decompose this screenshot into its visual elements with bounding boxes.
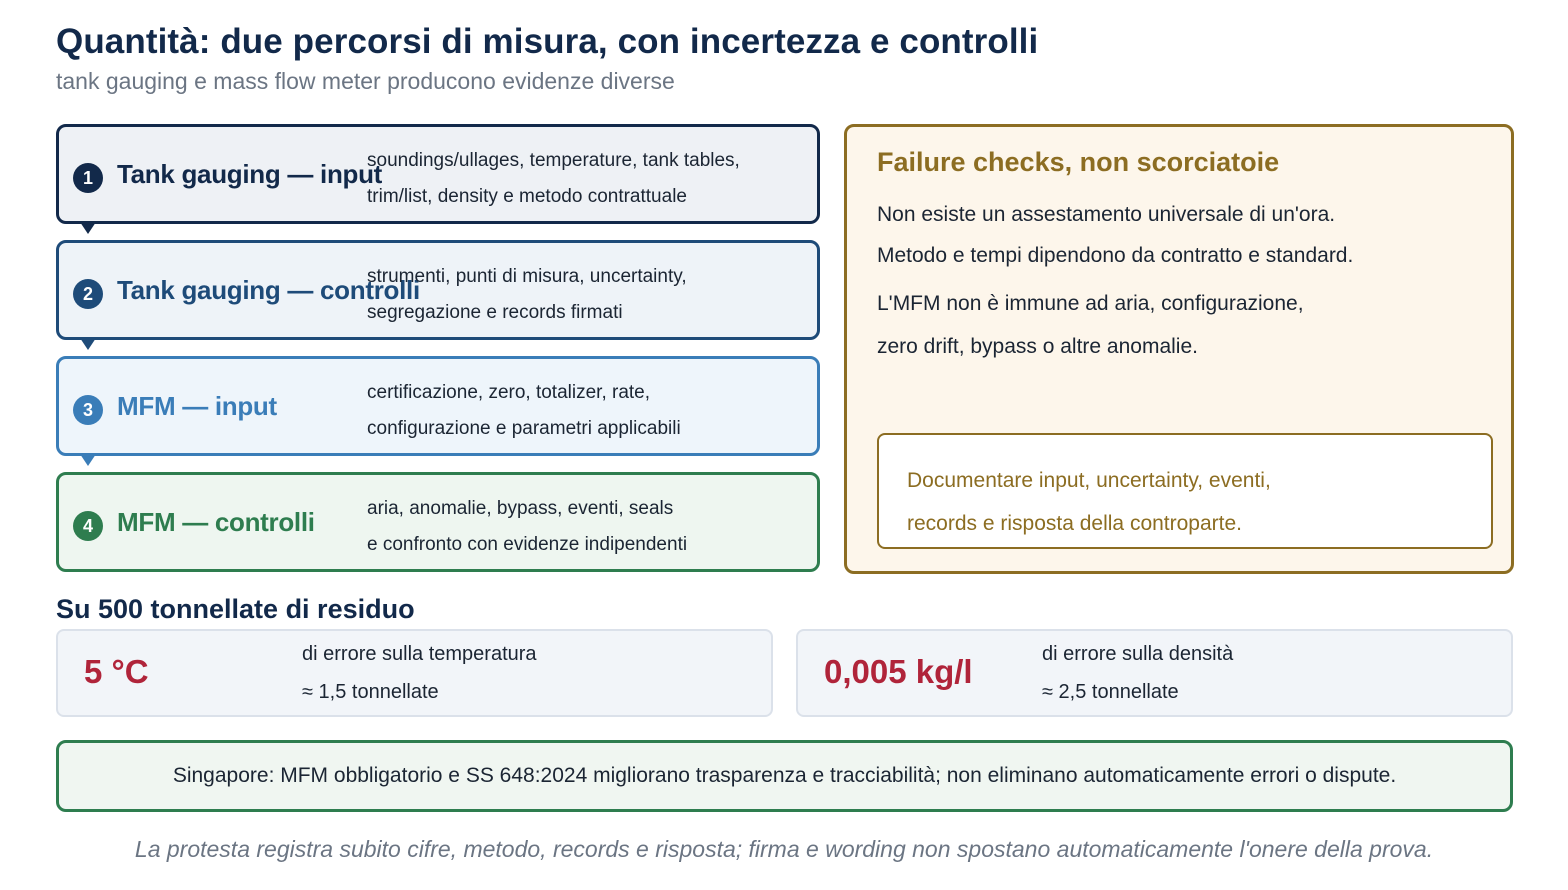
documentation-note-line: records e risposta della controparte. [907, 512, 1243, 535]
step-label: Tank gauging — input [117, 159, 383, 189]
step-description-line: aria, anomalie, bypass, eventi, seals [367, 498, 674, 519]
step-description-line: strumenti, punti di misura, uncertainty, [367, 266, 687, 287]
step-number-badge: 2 [73, 279, 103, 309]
metric-impact: ≈ 1,5 tonnellate [302, 681, 439, 703]
footer-note: La protesta registra subito cifre, metodo, records e risposta; firma e wording non spostano automaticamente l'onere della prova. [134, 836, 1434, 862]
step-mfm-input [56, 356, 820, 456]
step-label: MFM — input [117, 391, 277, 421]
metric-value: 5 °C [84, 653, 149, 690]
step-mfm-controlli [56, 472, 820, 572]
step-description-line: e confronto con evidenze indipendenti [367, 534, 688, 555]
down-arrow-icon [80, 222, 96, 234]
failure-checks-line: zero drift, bypass o altre anomalie. [877, 335, 1198, 358]
failure-checks-line: Non esiste un assestamento universale di un'ora. [877, 203, 1336, 226]
residue-section-title: Su 500 tonnellate di residuo [56, 594, 415, 624]
step-description [367, 491, 687, 563]
metric-description: di errore sulla densità [1042, 643, 1234, 665]
metric-description: di errore sulla temperatura [302, 643, 537, 665]
page-title: Quantità: due percorsi di misura, con incertezza e controlli [56, 22, 1039, 61]
failure-checks-title: Failure checks, non scorciatoie [877, 147, 1280, 177]
metric-value: 0,005 kg/l [824, 653, 973, 690]
down-arrow-icon [80, 338, 96, 350]
step-number-badge: 1 [73, 163, 103, 193]
singapore-banner: Singapore: MFM obbligatorio e SS 648:2024 migliorano trasparenza e tracciabilità; non eliminano automaticamente errori o dispute. [56, 740, 1513, 812]
step-number-badge: 4 [73, 511, 103, 541]
step-description [367, 143, 740, 215]
step-label: MFM — controlli [117, 507, 315, 537]
step-label: Tank gauging — controlli [117, 275, 420, 305]
documentation-note-line: Documentare input, uncertainty, eventi, [907, 469, 1271, 492]
page-subtitle: tank gauging e mass flow meter producono evidenze diverse [56, 68, 675, 94]
metric-card-densita [796, 629, 1513, 717]
documentation-note [877, 433, 1493, 549]
step-tank-gauging-input [56, 124, 820, 224]
step-description [367, 375, 681, 447]
down-arrow-icon [80, 454, 96, 466]
step-description-line: certificazione, zero, totalizer, rate, [367, 382, 651, 403]
step-description [367, 259, 687, 331]
failure-checks-panel [844, 124, 1514, 574]
step-number-badge: 3 [73, 395, 103, 425]
metric-impact: ≈ 2,5 tonnellate [1042, 681, 1179, 703]
step-description-line: soundings/ullages, temperature, tank tables, [367, 150, 740, 171]
step-description-line: trim/list, density e metodo contrattuale [367, 186, 687, 207]
step-description-line: segregazione e records firmati [367, 302, 623, 323]
failure-checks-line: Metodo e tempi dipendono da contratto e standard. [877, 244, 1354, 267]
step-tank-gauging-controlli [56, 240, 820, 340]
failure-checks-line: L'MFM non è immune ad aria, configurazione, [877, 292, 1304, 315]
metric-card-temperatura [56, 629, 773, 717]
step-description-line: configurazione e parametri applicabili [367, 418, 681, 439]
